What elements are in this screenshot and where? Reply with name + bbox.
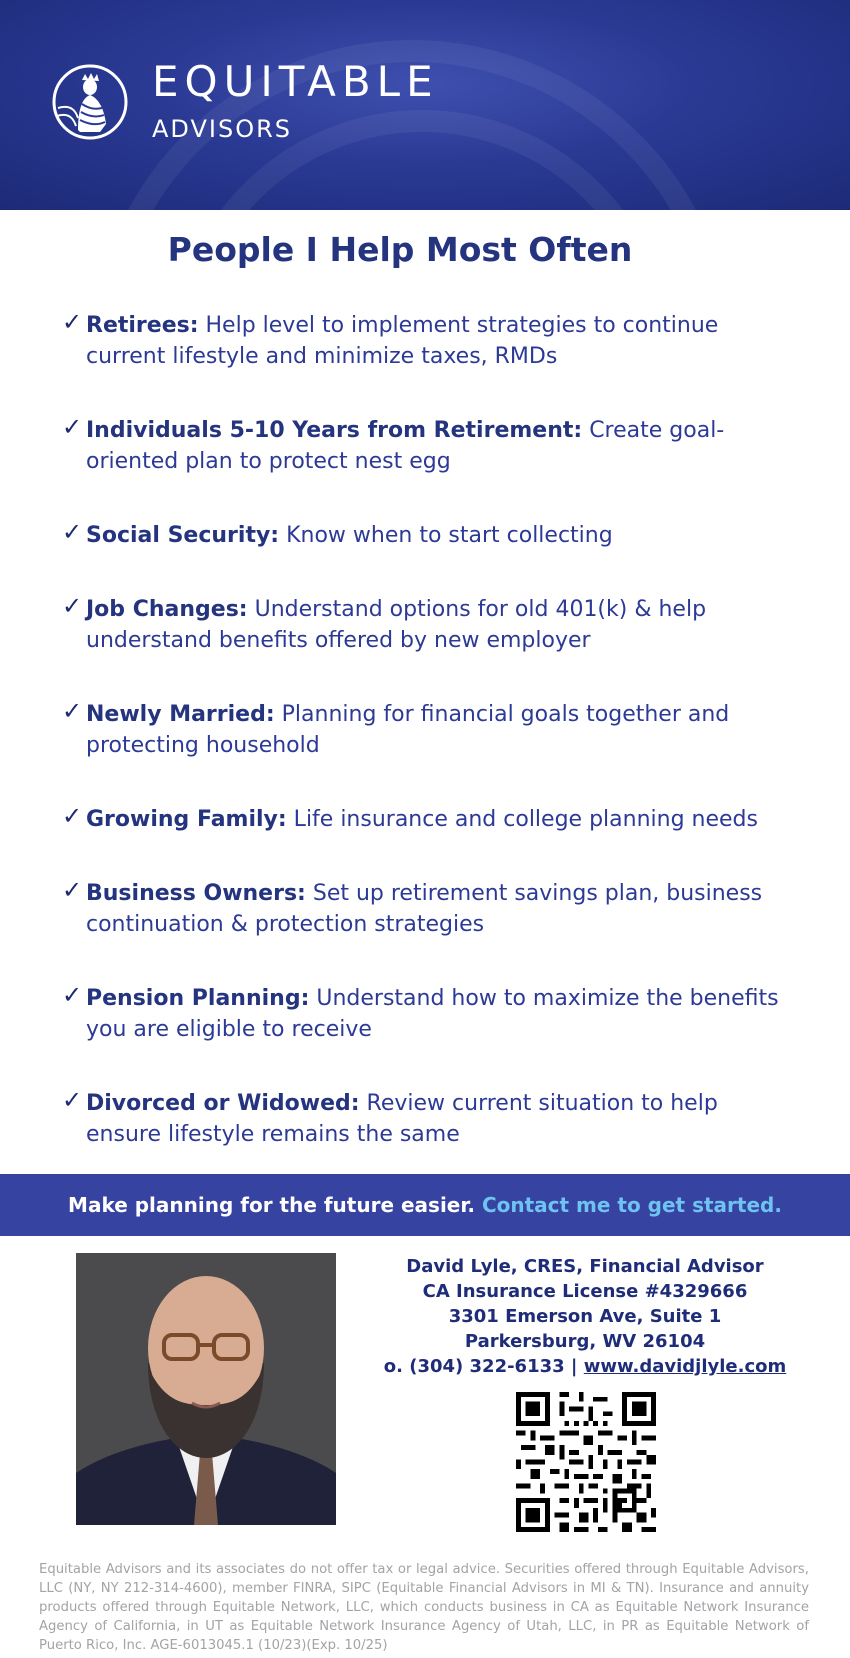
item-lead: Job Changes: [86,597,248,622]
item-lead: Divorced or Widowed: [86,1091,360,1116]
item-text-cont: oriented plan to protect nest egg [86,449,451,474]
item-lead: Retirees: [86,313,199,338]
list-item-pre-retirement [62,415,802,477]
advisor-name: David Lyle, CRES, Financial Advisor [406,1256,764,1277]
item-lead: Newly Married: [86,702,275,727]
check-icon: ✓ [62,518,83,546]
list-item-newly-married [62,699,802,761]
check-icon: ✓ [62,876,83,904]
website-link[interactable]: www.davidjlyle.com [583,1356,787,1377]
item-lead: Growing Family: [86,807,287,832]
check-icon: ✓ [62,981,83,1009]
list-item-social-security [62,520,802,551]
item-lead: Social Security: [86,523,280,548]
check-icon: ✓ [62,802,83,830]
item-lead: Individuals 5-10 Years from Retirement: [86,418,583,443]
item-text-cont: you are eligible to receive [86,1017,372,1042]
list-item-retirees [62,310,802,372]
lady-liberty-logo-icon [52,64,128,140]
advisor-photo [76,1253,336,1525]
list-item-divorced-widowed [62,1088,802,1150]
qr-code-icon[interactable] [516,1392,656,1532]
address-line-2: Parkersburg, WV 26104 [464,1331,706,1352]
check-icon: ✓ [62,592,83,620]
item-text: Life insurance and college planning needs [286,807,758,832]
check-icon: ✓ [62,697,83,725]
cta-text: Make planning for the future easier. [68,1193,482,1217]
list-item-job-changes [62,594,802,656]
list-item-business-owners [62,878,802,940]
item-text-cont: ensure lifestyle remains the same [86,1122,460,1147]
item-text-cont: continuation & protection strategies [86,912,485,937]
item-text: Know when to start collecting [279,523,613,548]
cta-banner [0,1174,850,1236]
license-number: CA Insurance License #4329666 [422,1281,748,1302]
item-lead: Business Owners: [86,881,306,906]
header-banner [0,0,850,210]
list-item-pension-planning [62,983,802,1045]
check-icon: ✓ [62,413,83,441]
item-text: Review current situation to help [359,1091,718,1116]
item-text-cont: understand benefits offered by new employer [86,628,591,653]
address-line-1: 3301 Emerson Ave, Suite 1 [448,1306,722,1327]
item-text: Create goal- [582,418,725,443]
cta-link[interactable]: Contact me to get started. [481,1193,782,1217]
brand-name: EQUITABLE [152,57,439,106]
check-icon: ✓ [62,1086,83,1114]
brand-subtitle: ADVISORS [152,115,293,143]
page-title: People I Help Most Often [167,230,633,269]
item-text: Set up retirement savings plan, business [305,881,763,906]
item-text-cont: current lifestyle and minimize taxes, RMDs [86,344,558,369]
item-text: Understand options for old 401(k) & help [247,597,707,622]
item-text: Help level to implement strategies to continue [198,313,719,338]
legal-disclaimer: Equitable Advisors and its associates do not offer tax or legal advice. Securities offered through Equitable Advisors, LLC (NY, NY 212-314-4600), member FINRA, SIPC (Equitable Financial Advisors in MI & TN). Insurance and annuity products offered through Equitable Network, LLC, which conducts business in CA as Equitable Network Insurance Agency of California, in UT as Equitable Network Insurance Agency of Utah, LLC, in PR as Equitable Network of Puerto Rico, Inc. AGE-6013045.1 (10/23)(Exp. 10/25) [39,1562,809,1653]
check-icon: ✓ [62,308,83,336]
contact-block [380,1254,790,1379]
item-text: Understand how to maximize the benefits [309,986,779,1011]
item-text-cont: protecting household [86,733,320,758]
advisor-portrait-image [76,1253,336,1525]
item-text: Planning for financial goals together and [274,702,730,727]
list-item-growing-family [62,804,802,835]
phone-number: o. (304) 322-6133 | [383,1356,584,1377]
item-lead: Pension Planning: [86,986,310,1011]
